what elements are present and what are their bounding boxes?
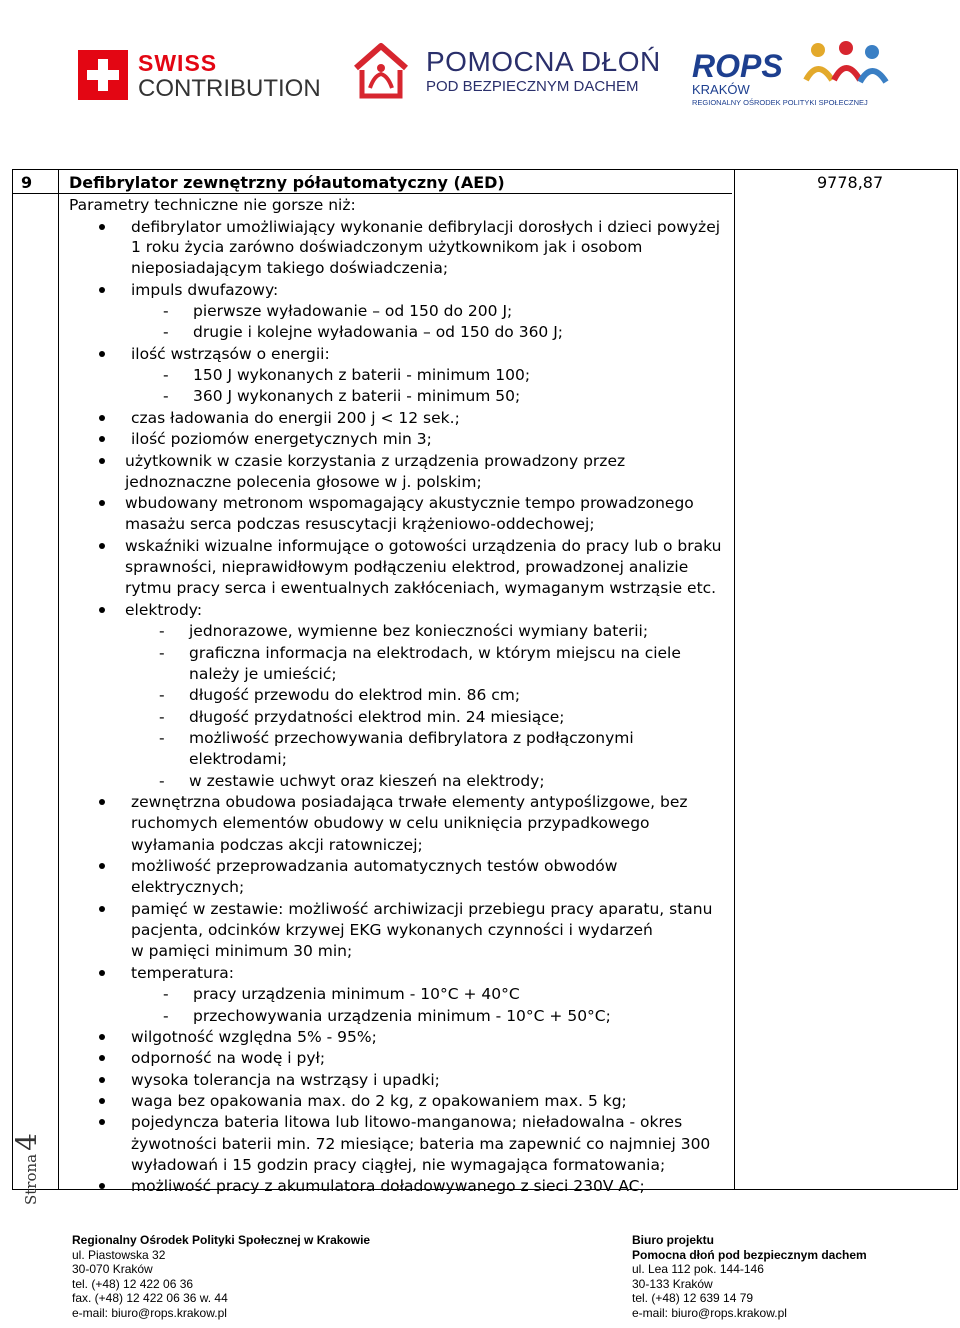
table-divider: [58, 170, 59, 1189]
bullet-icon: [99, 436, 105, 442]
dash-marker: -: [159, 772, 165, 790]
spec-line: możliwość przechowywania defibrylatora z podłączonymi: [189, 729, 634, 747]
footer-right-email: e-mail: biuro@rops.krakow.pl: [632, 1305, 787, 1320]
spec-line: w pamięci minimum 30 min;: [131, 942, 353, 960]
rops-logo-line3: REGIONALNY OŚRODEK POLITYKI SPOŁECZNEJ: [692, 98, 868, 107]
bullet-icon: [99, 970, 105, 976]
dash-marker: -: [159, 708, 165, 726]
spec-line: należy je umieścić;: [189, 665, 337, 683]
spec-line: 360 J wykonanych z baterii - minimum 50;: [193, 387, 521, 405]
footer-right: [632, 1233, 867, 1321]
spec-line: pracy urządzenia minimum - 10°C + 40°C: [193, 985, 520, 1003]
spec-line: ilość wstrząsów o energii:: [131, 345, 330, 363]
footer-right-name: Biuro projektu: [632, 1233, 715, 1247]
item-number: 9: [21, 173, 33, 192]
spec-line: ruchomych elementów obudowy w celu uniknięcia przypadkowego: [131, 814, 650, 832]
bullet-icon: [99, 1055, 105, 1061]
footer-left-fax: fax. (+48) 12 422 06 36 w. 44: [72, 1291, 228, 1306]
footer-left-street: ul. Piastowska 32: [72, 1247, 166, 1262]
spec-line: użytkownik w czasie korzystania z urządzenia prowadzony przez: [125, 452, 626, 470]
spec-line: waga bez opakowania max. do 2 kg, z opakowaniem max. 5 kg;: [131, 1092, 627, 1110]
bullet-icon: [99, 863, 105, 869]
swiss-contribution-logo: [78, 50, 321, 102]
rops-logo: [692, 38, 892, 108]
bullet-icon: [99, 500, 105, 506]
spec-line: pojedyncza bateria litowa lub litowo-manganowa; nieładowalna - okres: [131, 1113, 683, 1131]
house-hand-icon: [350, 40, 412, 102]
bullet-icon: [99, 1183, 105, 1189]
dash-marker: -: [163, 387, 169, 405]
bullet-icon: [99, 415, 105, 421]
dash-marker: -: [159, 686, 165, 704]
dash-marker: -: [163, 366, 169, 384]
spec-line: pamięć w zestawie: możliwość archiwizacji przebiegu pracy aparatu, stanu: [131, 900, 713, 918]
spec-line: odporność na wodę i pył;: [131, 1049, 326, 1067]
spec-line: długość przewodu do elektrod min. 86 cm;: [189, 686, 521, 704]
pomocna-dlon-logo: [350, 40, 660, 102]
dash-marker: -: [163, 1007, 169, 1025]
spec-line: wbudowany metronom wspomagający akustycznie tempo prowadzonego: [125, 494, 694, 512]
spec-line: impuls dwufazowy:: [131, 281, 279, 299]
bullet-icon: [99, 543, 105, 549]
footer-right-city: 30-133 Kraków: [632, 1276, 713, 1291]
spec-line: nieposiadającym takiego doświadczenia;: [131, 259, 449, 277]
spec-line: jednorazowe, wymienne bez konieczności wymiany baterii;: [189, 622, 649, 640]
spec-line: Parametry techniczne nie gorsze niż:: [69, 196, 356, 214]
spec-line: pierwsze wyładowanie – od 150 do 200 J;: [193, 302, 513, 320]
spec-line: masażu serca podczas resuscytacji krążeniowo-oddechowej;: [125, 515, 595, 533]
spec-line: pacjenta, odcinków krzywej EKG wykonanych czynności i wydarzeń: [131, 921, 653, 939]
spec-line: długość przydatności elektrod min. 24 miesiące;: [189, 708, 565, 726]
spec-line: czas ładowania do energii 200 j < 12 sek.;: [131, 409, 460, 427]
bullet-icon: [99, 1034, 105, 1040]
footer-right-tel: tel. (+48) 12 639 14 79: [632, 1291, 754, 1306]
dash-marker: -: [163, 302, 169, 320]
spec-line: temperatura:: [131, 964, 234, 982]
spec-line: defibrylator umożliwiający wykonanie defibrylacji dorosłych i dzieci powyżej: [131, 218, 721, 236]
spec-line: ilość poziomów energetycznych min 3;: [131, 430, 432, 448]
bullet-icon: [99, 224, 105, 230]
spec-line: elektrodami;: [189, 750, 287, 768]
bullet-icon: [99, 799, 105, 805]
footer-left: [72, 1233, 370, 1321]
bullet-icon: [99, 607, 105, 613]
dash-marker: -: [159, 729, 165, 747]
spec-line: przechowywania urządzenia minimum - 10°C + 50°C;: [193, 1007, 611, 1025]
bullet-icon: [99, 458, 105, 464]
spec-line: rytmu pracy serca i ewentualnych zakłóceniach, wymaganym wstrząsie etc.: [125, 579, 717, 597]
rops-figures-icon: [796, 40, 892, 92]
table-divider: [734, 170, 735, 1189]
rops-logo-line2: KRAKÓW: [692, 82, 750, 97]
footer-right-project: Pomocna dłoń pod bezpiecznym dachem: [632, 1247, 867, 1262]
table-divider: [13, 193, 732, 194]
bullet-icon: [99, 287, 105, 293]
pomocna-logo-line2: POD BEZPIECZNYM DACHEM: [426, 78, 639, 95]
bullet-icon: [99, 351, 105, 357]
spec-line: wilgotność względna 5% - 95%;: [131, 1028, 377, 1046]
swiss-logo-line1: SWISS: [138, 50, 218, 76]
spec-line: elektrody:: [125, 601, 203, 619]
page-label: [10, 1133, 43, 1205]
spec-line: graficzna informacja na elektrodach, w którym miejscu na ciele: [189, 644, 681, 662]
spec-line: jednoznaczne polecenia głosowe w j. polskim;: [125, 473, 482, 491]
bullet-icon: [99, 1077, 105, 1083]
spec-table: [12, 169, 958, 1195]
dash-marker: -: [159, 644, 165, 662]
footer-left-email: e-mail: biuro@rops.krakow.pl: [72, 1305, 227, 1320]
dash-marker: -: [159, 622, 165, 640]
bullet-icon: [99, 1098, 105, 1104]
item-title: Defibrylator zewnętrzny półautomatyczny (AED): [69, 173, 505, 192]
table-divider: [13, 193, 58, 194]
spec-line: wyłamania podczas akcji ratowniczej;: [131, 836, 423, 854]
spec-line: możliwość przeprowadzania automatycznych testów obwodów: [131, 857, 618, 875]
spec-line: sprawności, nieprawidłowym podłączeniu elektrod, prowadzonej analizie: [125, 558, 689, 576]
footer-left-name: Regionalny Ośrodek Polityki Społecznej w Krakowie: [72, 1233, 371, 1247]
footer-left-city: 30-070 Kraków: [72, 1262, 153, 1277]
rops-logo-line1: ROPS: [692, 48, 783, 84]
spec-line: drugie i kolejne wyładowania – od 150 do 360 J;: [193, 323, 564, 341]
page-label-word: Strona: [22, 1153, 40, 1205]
spec-line: żywotności baterii min. 72 miesiące; bateria ma zapewnić co najmniej 300: [131, 1135, 711, 1153]
spec-line: w zestawie uchwyt oraz kieszeń na elektrody;: [189, 772, 545, 790]
swiss-flag-icon: [78, 50, 128, 100]
item-price: 9778,87: [817, 173, 884, 192]
spec-line: możliwość pracy z akumulatora doładowywanego z sieci 230V AC;: [131, 1177, 645, 1195]
spec-line: 150 J wykonanych z baterii - minimum 100;: [193, 366, 531, 384]
pomocna-logo-line1: POMOCNA DŁOŃ: [426, 46, 661, 77]
bullet-icon: [99, 1119, 105, 1125]
spec-line: 1 roku życia zarówno doświadczonym użytkownikom jak i osobom: [131, 238, 643, 256]
swiss-logo-line2: CONTRIBUTION: [138, 75, 321, 102]
dash-marker: -: [163, 323, 169, 341]
dash-marker: -: [163, 985, 169, 1003]
spec-line: wskaźniki wizualne informujące o gotowości urządzenia do pracy lub o braku: [125, 537, 722, 555]
footer-left-tel: tel. (+48) 12 422 06 36: [72, 1276, 194, 1291]
spec-line: zewnętrzna obudowa posiadająca trwałe elementy antypoślizgowe, bez: [131, 793, 688, 811]
page-number: 4: [10, 1133, 43, 1151]
spec-line: elektrycznych;: [131, 878, 245, 896]
spec-line: wyładowań i 15 godzin pracy ciągłej, nie wymagająca formatowania;: [131, 1156, 666, 1174]
bullet-icon: [99, 906, 105, 912]
spec-line: wysoka tolerancja na wstrząsy i upadki;: [131, 1071, 440, 1089]
footer-right-street: ul. Lea 112 pok. 144-146: [632, 1262, 764, 1277]
